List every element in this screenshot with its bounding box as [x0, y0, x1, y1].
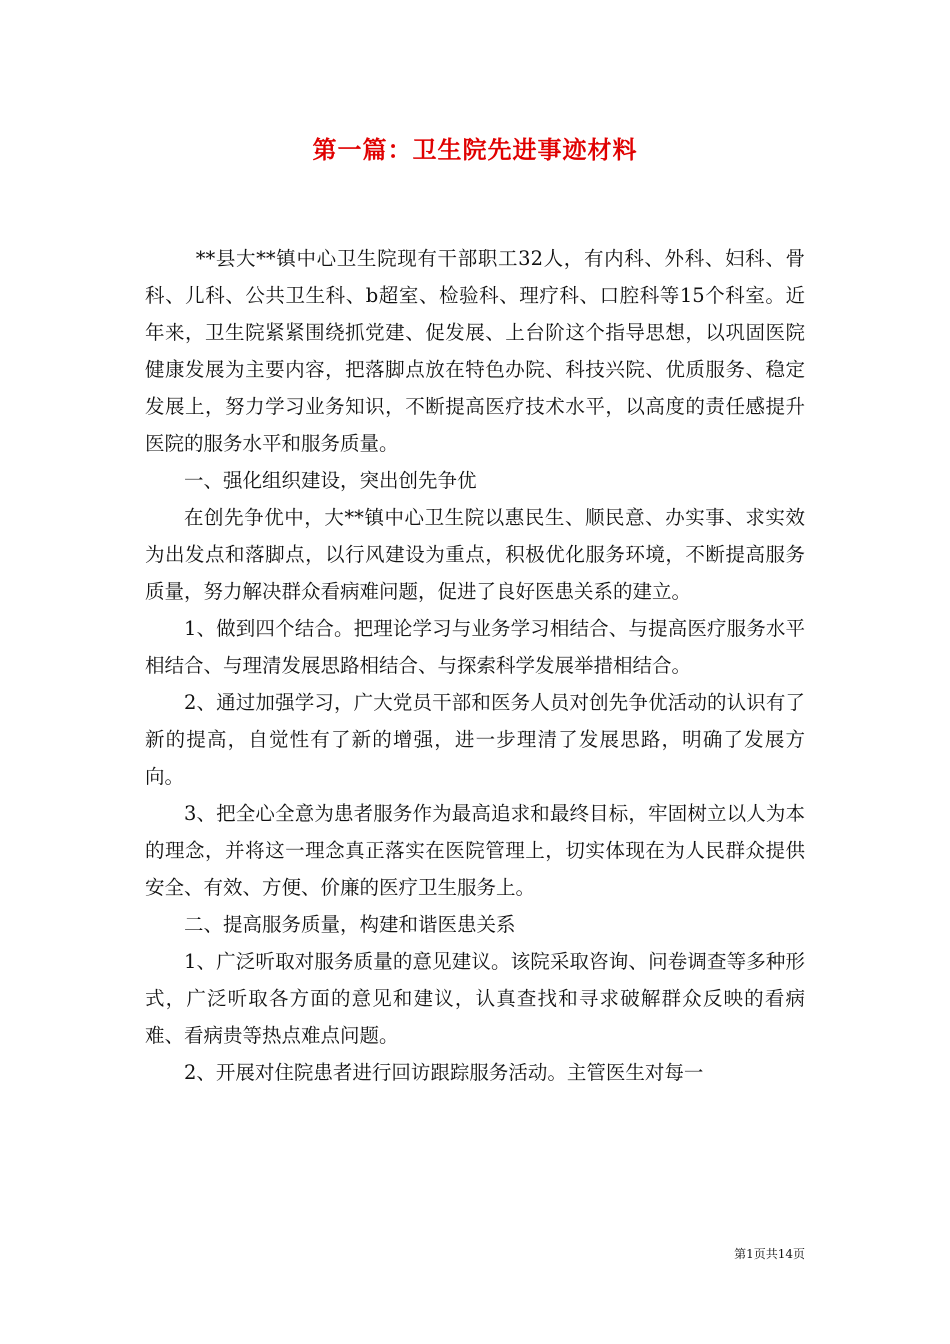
section-heading-1: 一、强化组织建设，突出创先争优	[184, 469, 477, 492]
list-item-1-2: 2、通过加强学习，广大党员干部和医务人员对创先争优活动的认识有了新的提高，自觉性有了新的增强，进一步理清了发展思路，明确了发展方向。	[145, 691, 805, 788]
section-heading-2: 二、提高服务质量，构建和谐医患关系	[184, 913, 516, 936]
paragraph-intro: **县大**镇中心卫生院现有干部职工32人，有内科、外科、妇科、骨科、儿科、公共卫生科、b超室、检验科、理疗科、口腔科等15个科室。近年来，卫生院紧紧围绕抓党建、促发展、上台阶这个指导思想，以巩固医院健康发展为主要内容，把落脚点放在特色办院、科技兴院、优质服务、稳定发展上，努力学习业务知识，不断提高医疗技术水平，以高度的责任感提升医院的服务水平和服务质量。	[145, 247, 805, 455]
list-item-1-1: 1、做到四个结合。把理论学习与业务学习相结合、与提高医疗服务水平相结合、与理清发展思路相结合、与探索科学发展举措相结合。	[145, 617, 805, 677]
list-item-2-1: 1、广泛听取对服务质量的意见建议。该院采取咨询、问卷调查等多种形式，广泛听取各方面的意见和建议，认真查找和寻求破解群众反映的看病难、看病贵等热点难点问题。	[145, 950, 805, 1047]
document-title: 第一篇：卫生院先进事迹材料	[312, 135, 638, 164]
list-item-2-2: 2、开展对住院患者进行回访跟踪服务活动。主管医生对每一	[184, 1061, 704, 1084]
document-body	[145, 240, 805, 1091]
list-item-1-3: 3、把全心全意为患者服务作为最高追求和最终目标，牢固树立以人为本的理念，并将这一理念真正落实在医院管理上，切实体现在为人民群众提供安全、有效、方便、价廉的医疗卫生服务上。	[145, 802, 805, 899]
paragraph-section-1: 在创先争优中，大**镇中心卫生院以惠民生、顺民意、办实事、求实效为出发点和落脚点，以行风建设为重点，积极优化服务环境，不断提高服务质量，努力解决群众看病难问题，促进了良好医患关系的建立。	[145, 506, 805, 603]
page-number-footer: 第1页共14页	[734, 1247, 805, 1261]
